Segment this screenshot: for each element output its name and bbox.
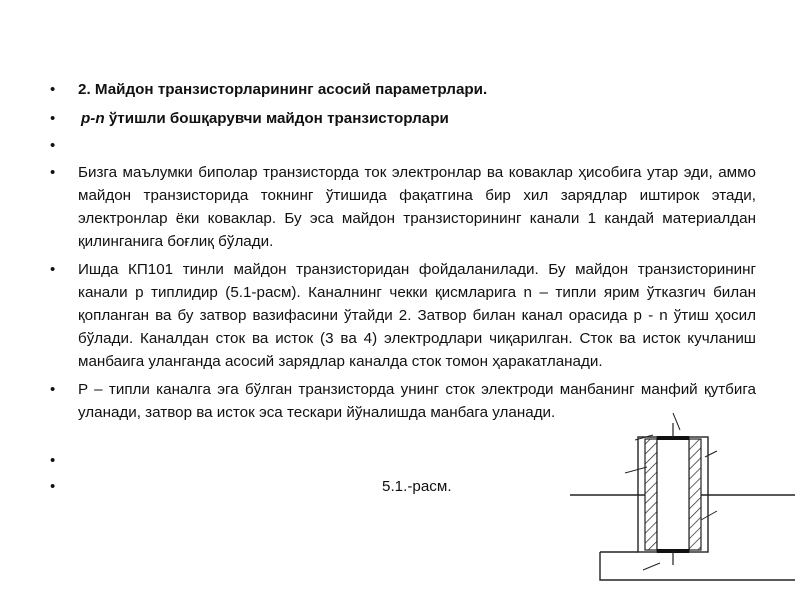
gate-region-left bbox=[645, 439, 657, 550]
label-pointer-4 bbox=[705, 451, 717, 457]
bullet-marker: • bbox=[50, 164, 56, 181]
bullet-item-empty bbox=[50, 134, 756, 157]
bullet-marker: • bbox=[50, 110, 56, 127]
bullet-item-subtitle bbox=[50, 107, 756, 130]
slide-title: 2. Майдон транзисторларининг асосий параметрлари. bbox=[78, 81, 488, 98]
subtitle-text: ўтишли бошқарувчи майдон транзисторлари bbox=[104, 110, 449, 127]
slide-subtitle bbox=[78, 110, 449, 127]
label-pointer-5 bbox=[701, 511, 717, 520]
bullet-marker: • bbox=[50, 81, 56, 98]
channel-region bbox=[657, 437, 689, 552]
label-pointer-6 bbox=[643, 563, 660, 570]
label-pointer-3 bbox=[625, 467, 647, 473]
paragraph-2: Ишда КП101 тинли майдон транзисторидан фойдаланилади. Бу майдон транзисторининг канали p типлидир (5.1-расм). Каналнинг чекки қисмларига n – типли ярим ўтказгич билан қопланган ва бу затвор вазифасини ўтайди 2. Затвор билан канал орасида p - n ўтиш ҳосил бўлади. Каналдан сток ва исток (3 ва 4) электродлари чиқарилган. Сток ва исток кучланиш манбаига уланганда асосий зарядлар каналда сток томон ҳаракатланади. bbox=[78, 261, 756, 370]
paragraph-1: Бизга маълумки биполар транзисторда ток электронлар ва коваклар ҳисобига утар эди, аммо майдон транзисторида токнинг ўтишида фақатгина бир хил зарядлар иштирок этади, электронлар ёки коваклар. Бу эса майдон транзисторининг канали 1 кандай материалдан қилинганига боғлиқ бўлади. bbox=[78, 164, 756, 250]
paragraph-3: P – типли каналга эга бўлган транзисторда унинг сток электроди манбанинг манфий қутбига уланади, затвор ва исток эса тескари йўналишда манбага уланади. bbox=[78, 381, 756, 421]
subtitle-pn-term: p-n bbox=[81, 110, 105, 127]
transistor-diagram-svg bbox=[565, 405, 800, 600]
bullet-marker: • bbox=[50, 261, 56, 278]
bullet-item-paragraph-2 bbox=[50, 258, 756, 373]
label-pointer-1 bbox=[673, 413, 680, 430]
transistor-diagram bbox=[565, 405, 800, 600]
external-circuit-wire bbox=[600, 552, 795, 580]
bullet-marker: • bbox=[50, 478, 56, 495]
gate-region-right bbox=[689, 439, 701, 550]
bullet-item-paragraph-1 bbox=[50, 161, 756, 253]
bullet-marker: • bbox=[50, 137, 56, 154]
bullet-item-title bbox=[50, 78, 756, 101]
bullet-marker: • bbox=[50, 452, 56, 469]
figure-caption: 5.1.-расм. bbox=[382, 478, 452, 495]
bullet-marker: • bbox=[50, 381, 56, 398]
